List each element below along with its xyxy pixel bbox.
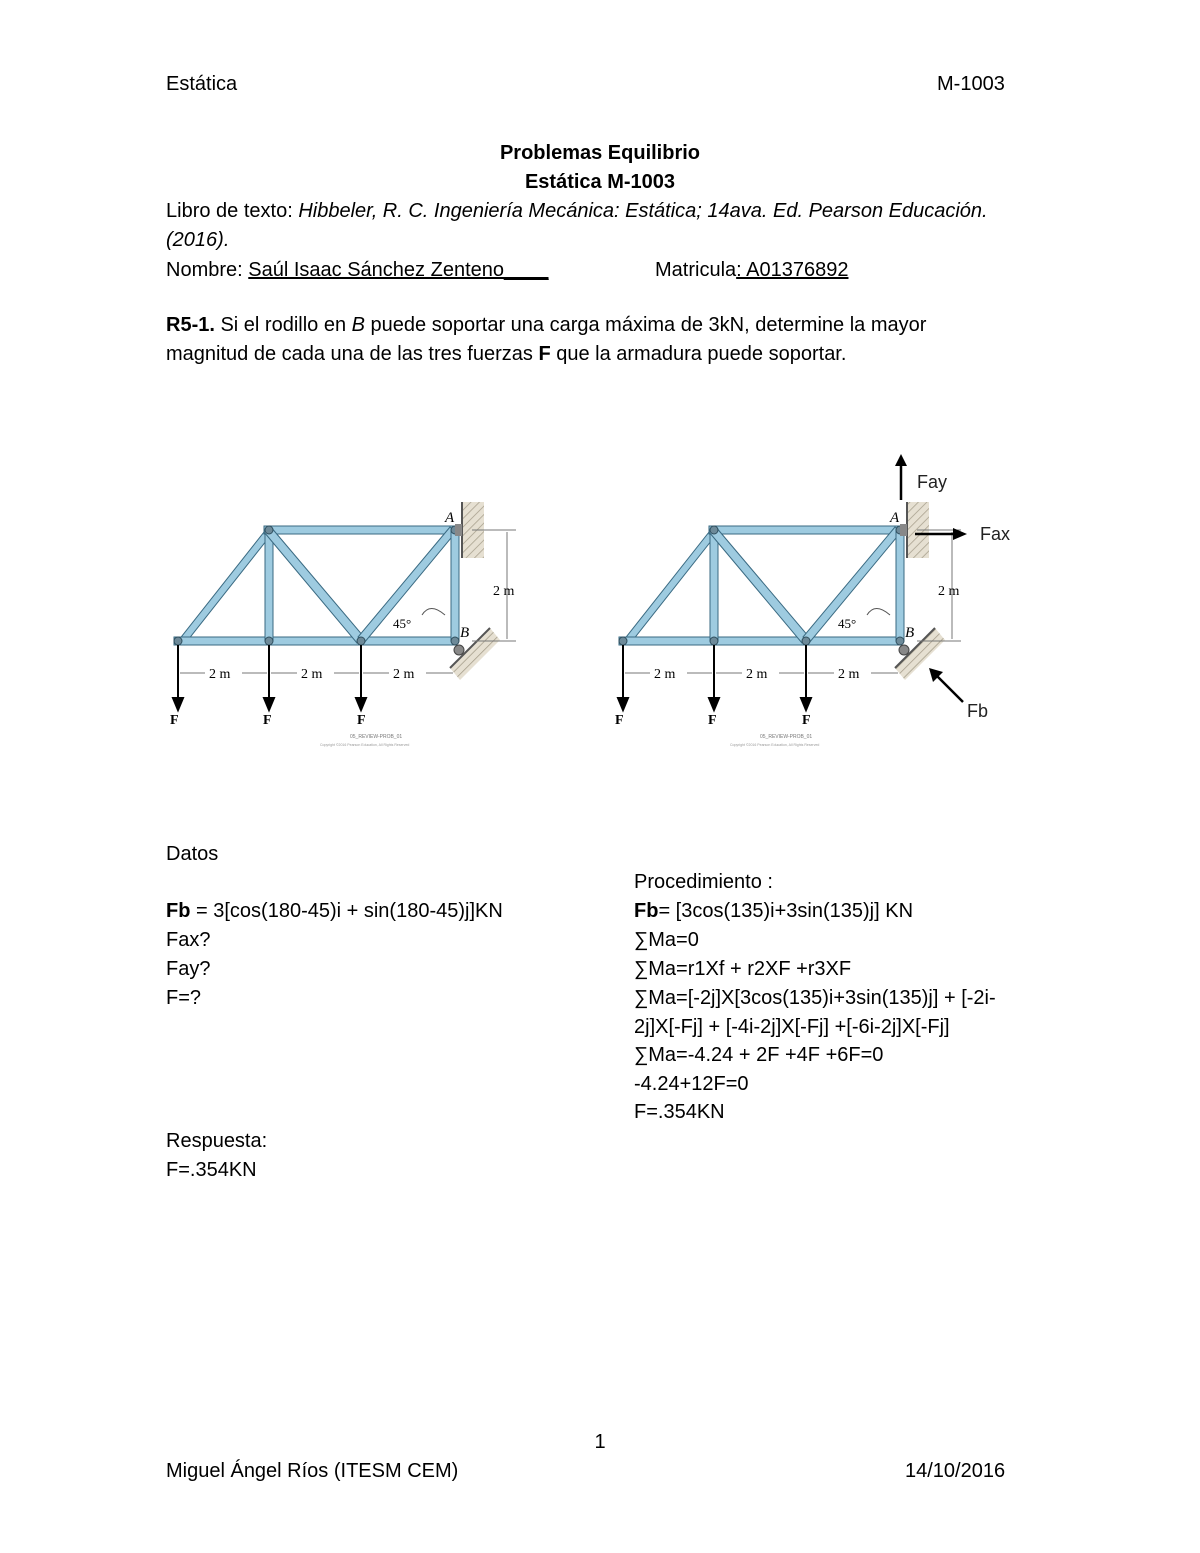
title-line2: Estática M-1003 (524, 171, 676, 193)
reaction-fay-arrow (895, 454, 907, 500)
node-label-a: A (445, 510, 455, 526)
datos-heading: Datos (166, 843, 219, 865)
truss-figure-free-body (605, 450, 1025, 760)
matricula-value: : A01376892 (736, 259, 849, 281)
procedimiento-line-4: 2j]X[-Fj] + [-4i-2j]X[-Fj] +[-6i-2j]X[-Fj] (634, 1016, 950, 1038)
respuesta-heading: Respuesta: (166, 1130, 268, 1152)
reaction-fax-label: Fax (980, 524, 1011, 544)
force-label-2: F (708, 713, 717, 728)
truss-figure-original (160, 490, 515, 760)
figure-copyright: Copyright ©2016 Pearson Education, All Rights Reserved (730, 743, 820, 747)
textbook-line (166, 197, 988, 226)
figure-caption: 05_REVIEW-PROB_01 (350, 734, 403, 740)
dim-bay-3: 2 m (393, 667, 415, 682)
datos-fb-label: Fb (166, 900, 191, 922)
figure-caption: 05_REVIEW-PROB_01 (760, 734, 813, 740)
dim-bay-2: 2 m (301, 667, 323, 682)
footer-right: 14/10/2016 (905, 1460, 1006, 1482)
truss-members (619, 526, 904, 645)
problem-text-c: puede soportar una carga máxima de 3kN, determine la mayor (365, 314, 927, 336)
problem-force-f: F (538, 343, 551, 365)
procedimiento-line-7: F=.354KN (634, 1101, 725, 1123)
procedimiento-line-6: -4.24+12F=0 (634, 1073, 749, 1095)
truss-members (174, 526, 459, 645)
datos-fb-row (166, 897, 503, 926)
angle-label: 45° (838, 616, 857, 631)
procedimiento-line-5: ∑Ma=-4.24 + 2F +4F +6F=0 (634, 1044, 884, 1066)
datos-fay: Fay? (166, 958, 211, 980)
problem-line2-c: que la armadura puede soportar. (550, 343, 847, 365)
matricula-label: Matricula (655, 259, 737, 281)
force-label-2: F (263, 713, 272, 728)
procedimiento-fb-row (634, 897, 913, 926)
node-label-b: B (905, 625, 915, 641)
problem-text-a: Si el rodillo en (214, 314, 352, 336)
angle-label: 45° (393, 616, 412, 631)
header-left: Estática (166, 73, 238, 95)
problem-id: R5-1. (166, 314, 215, 336)
name-value: Saúl Isaac Sánchez Zenteno____ (248, 259, 549, 281)
textbook-reference: Hibbeler, R. C. Ingeniería Mecánica: Estática; 14ava. Ed. Pearson Educación. (298, 200, 988, 222)
datos-fb-value: = 3[cos(180-45)i + sin(180-45)j]KN (190, 900, 503, 922)
procedimiento-line-1: ∑Ma=0 (634, 929, 699, 951)
procedimiento-fb-value: = [3cos(135)i+3sin(135)j] KN (658, 900, 914, 922)
respuesta-value: F=.354KN (166, 1159, 257, 1181)
dim-bay-1: 2 m (654, 667, 676, 682)
textbook-year: (2016). (166, 229, 230, 251)
load-arrows (173, 645, 366, 710)
load-arrows (618, 645, 811, 710)
reaction-fb-arrow (929, 668, 963, 702)
dim-bay-2: 2 m (746, 667, 768, 682)
dim-bay-1: 2 m (209, 667, 231, 682)
force-label-3: F (357, 713, 366, 728)
problem-line2 (166, 340, 846, 369)
page-number: 1 (594, 1431, 606, 1453)
name-label: Nombre: (166, 259, 243, 281)
footer-left: Miguel Ángel Ríos (ITESM CEM) (166, 1460, 459, 1482)
dim-bay-3: 2 m (838, 667, 860, 682)
student-matricula-row (655, 256, 848, 285)
student-name-row (166, 256, 548, 285)
textbook-label: Libro de texto: (166, 200, 293, 222)
datos-fax: Fax? (166, 929, 211, 951)
figure-copyright: Copyright ©2016 Pearson Education, All Rights Reserved (320, 743, 410, 747)
datos-f: F=? (166, 987, 202, 1009)
force-label-1: F (615, 713, 624, 728)
procedimiento-line-2: ∑Ma=r1Xf + r2XF +r3XF (634, 958, 852, 980)
title-line1: Problemas Equilibrio (499, 142, 701, 164)
header-right: M-1003 (937, 73, 1005, 95)
dim-height: 2 m (493, 584, 515, 599)
reaction-fb-label: Fb (967, 701, 989, 721)
procedimiento-fb-label: Fb (634, 900, 659, 922)
force-label-1: F (170, 713, 179, 728)
dim-height: 2 m (938, 584, 960, 599)
force-label-3: F (802, 713, 811, 728)
procedimiento-heading: Procedimiento : (634, 871, 773, 893)
problem-line2-a: magnitud de cada una de las tres fuerzas (166, 343, 539, 365)
reaction-fay-label: Fay (917, 472, 948, 492)
node-label-b: B (460, 625, 470, 641)
procedimiento-line-3: ∑Ma=[-2j]X[3cos(135)i+3sin(135)j] + [-2i- (634, 987, 996, 1009)
node-label-a: A (890, 510, 900, 526)
problem-node-b: B (351, 314, 365, 336)
problem-line1 (166, 311, 926, 340)
